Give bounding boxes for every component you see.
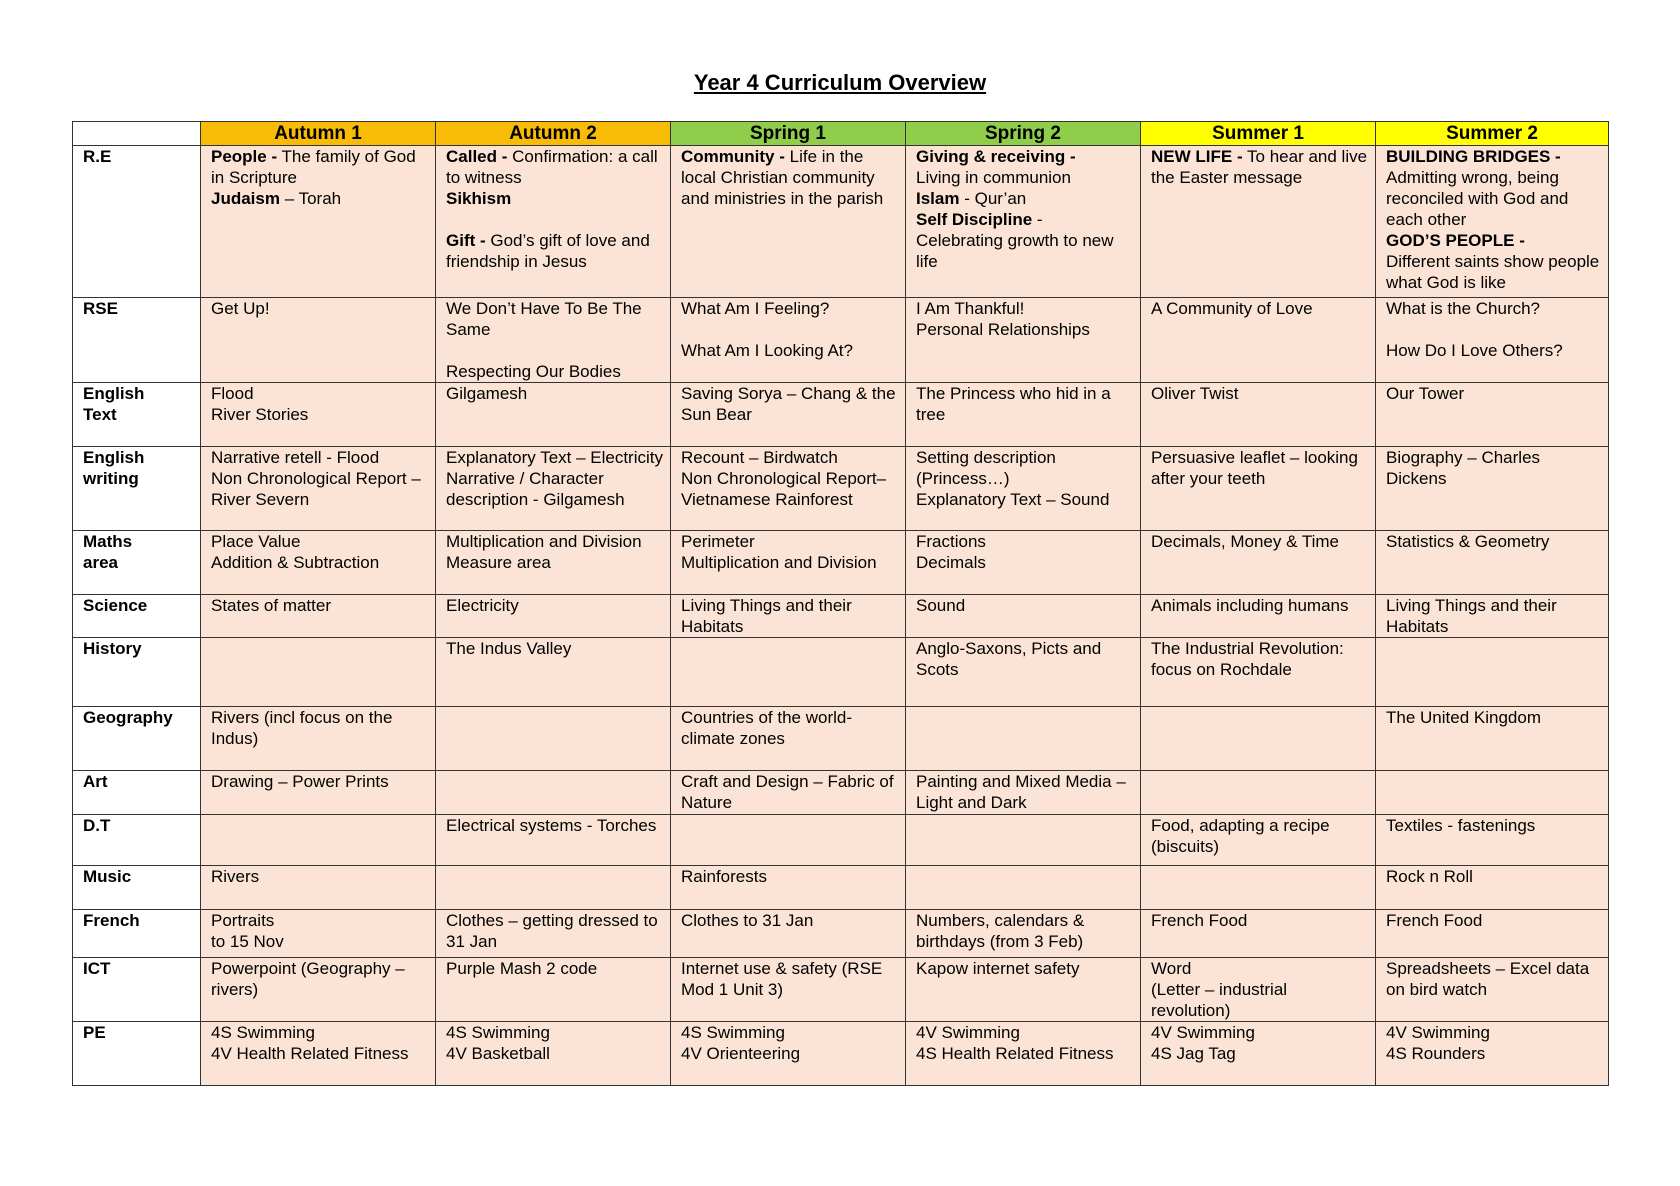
topic-text: Living in communion <box>916 168 1071 187</box>
topic-cell: Biography – Charles Dickens <box>1376 447 1609 531</box>
topic-cell: Rivers <box>201 866 436 910</box>
topic-cell: I Am Thankful! Personal Relationships <box>906 298 1141 383</box>
topic-cell: The Industrial Revolution: focus on Rochdale <box>1141 638 1376 707</box>
table-row-english-text <box>73 383 1609 447</box>
subject-label: ICT <box>73 958 201 1022</box>
topic-cell: Clothes – getting dressed to 31 Jan <box>436 910 671 958</box>
topic-cell: Narrative retell - Flood Non Chronological Report – River Severn <box>201 447 436 531</box>
table-row-ict <box>73 958 1609 1022</box>
topic-cell: Numbers, calendars & birthdays (from 3 Feb) <box>906 910 1141 958</box>
topic-cell: Food, adapting a recipe (biscuits) <box>1141 815 1376 866</box>
subject-label: English writing <box>73 447 201 531</box>
topic-cell <box>1141 866 1376 910</box>
topic-cell: States of matter <box>201 595 436 638</box>
topic-cell: 4V Swimming 4S Health Related Fitness <box>906 1022 1141 1086</box>
table-row-art <box>73 771 1609 815</box>
subject-label: Geography <box>73 707 201 771</box>
topic-cell: Sound <box>906 595 1141 638</box>
topic-cell <box>906 866 1141 910</box>
topic-cell <box>436 771 671 815</box>
topic-heading: Judaism <box>211 189 280 208</box>
topic-cell: Painting and Mixed Media – Light and Dark <box>906 771 1141 815</box>
topic-cell: Perimeter Multiplication and Division <box>671 531 906 595</box>
subject-label: History <box>73 638 201 707</box>
topic-cell <box>1141 146 1376 298</box>
topic-text: Different saints show people what God is like <box>1386 252 1600 292</box>
term-header-spring-1: Spring 1 <box>671 122 906 146</box>
subject-label: Science <box>73 595 201 638</box>
topic-cell: Clothes to 31 Jan <box>671 910 906 958</box>
table-row-re <box>73 146 1609 298</box>
topic-heading: Gift - <box>446 231 486 250</box>
topic-cell: Statistics & Geometry <box>1376 531 1609 595</box>
topic-text: Confirmation: a call to witness <box>446 147 658 187</box>
topic-cell <box>671 638 906 707</box>
topic-cell <box>201 638 436 707</box>
subject-label: PE <box>73 1022 201 1086</box>
topic-heading: Sikhism <box>446 189 512 208</box>
page-title: Year 4 Curriculum Overview <box>693 70 987 95</box>
corner-cell <box>73 122 201 146</box>
topic-cell: Animals including humans <box>1141 595 1376 638</box>
topic-cell <box>906 707 1141 771</box>
topic-cell: Internet use & safety (RSE Mod 1 Unit 3) <box>671 958 906 1022</box>
topic-cell: French Food <box>1376 910 1609 958</box>
topic-text: – Torah <box>279 189 342 208</box>
topic-cell: Flood River Stories <box>201 383 436 447</box>
topic-cell: Get Up! <box>201 298 436 383</box>
subject-label: Maths area <box>73 531 201 595</box>
topic-cell: Persuasive leaflet – looking after your teeth <box>1141 447 1376 531</box>
subject-label: Art <box>73 771 201 815</box>
term-header-spring-2: Spring 2 <box>906 122 1141 146</box>
topic-cell: Gilgamesh <box>436 383 671 447</box>
topic-heading: GOD’S PEOPLE - <box>1386 231 1525 250</box>
topic-heading: Giving & receiving - <box>916 147 1076 166</box>
topic-cell: Living Things and their Habitats <box>671 595 906 638</box>
topic-cell: A Community of Love <box>1141 298 1376 383</box>
topic-cell: Explanatory Text – Electricity Narrative / Character description - Gilgamesh <box>436 447 671 531</box>
topic-cell <box>436 146 671 298</box>
topic-cell: Rainforests <box>671 866 906 910</box>
topic-cell: Drawing – Power Prints <box>201 771 436 815</box>
topic-cell <box>201 146 436 298</box>
topic-cell <box>906 146 1141 298</box>
topic-cell <box>671 146 906 298</box>
subject-label: R.E <box>73 146 201 298</box>
subject-label: French <box>73 910 201 958</box>
term-header-row <box>73 122 1609 146</box>
topic-cell: Multiplication and Division Measure area <box>436 531 671 595</box>
subject-label: RSE <box>73 298 201 383</box>
topic-heading: Called - <box>446 147 508 166</box>
topic-cell: Setting description (Princess…) Explanatory Text – Sound <box>906 447 1141 531</box>
topic-cell: Anglo-Saxons, Picts and Scots <box>906 638 1141 707</box>
topic-cell: Spreadsheets – Excel data on bird watch <box>1376 958 1609 1022</box>
topic-cell: Textiles - fastenings <box>1376 815 1609 866</box>
topic-cell: Portraits to 15 Nov <box>201 910 436 958</box>
topic-cell <box>1376 146 1609 298</box>
topic-cell: 4V Swimming 4S Rounders <box>1376 1022 1609 1086</box>
topic-text: - Celebrating growth to new life <box>916 210 1114 271</box>
term-header-summer-1: Summer 1 <box>1141 122 1376 146</box>
topic-cell: 4S Swimming 4V Orienteering <box>671 1022 906 1086</box>
topic-cell: Saving Sorya – Chang & the Sun Bear <box>671 383 906 447</box>
topic-cell: Rivers (incl focus on the Indus) <box>201 707 436 771</box>
topic-cell <box>436 866 671 910</box>
topic-text: The family of God in Scripture <box>211 147 416 187</box>
table-row-music <box>73 866 1609 910</box>
topic-cell: Living Things and their Habitats <box>1376 595 1609 638</box>
term-header-autumn-1: Autumn 1 <box>201 122 436 146</box>
table-row-dt <box>73 815 1609 866</box>
topic-cell: The Indus Valley <box>436 638 671 707</box>
topic-cell <box>1141 707 1376 771</box>
topic-cell <box>906 815 1141 866</box>
subject-label: D.T <box>73 815 201 866</box>
topic-cell <box>1376 771 1609 815</box>
topic-text: - Qur’an <box>964 189 1027 208</box>
topic-cell: What Am I Feeling? What Am I Looking At? <box>671 298 906 383</box>
topic-cell: Purple Mash 2 code <box>436 958 671 1022</box>
topic-heading: Community - <box>681 147 785 166</box>
table-row-geography <box>73 707 1609 771</box>
table-row-rse <box>73 298 1609 383</box>
curriculum-table <box>72 121 1609 1086</box>
topic-cell: Kapow internet safety <box>906 958 1141 1022</box>
topic-heading: Islam <box>916 189 960 208</box>
topic-cell: French Food <box>1141 910 1376 958</box>
topic-cell <box>1376 638 1609 707</box>
topic-heading: BUILDING BRIDGES - <box>1386 147 1561 166</box>
topic-text: To hear and live the Easter message <box>1151 147 1368 187</box>
topic-cell: 4V Swimming 4S Jag Tag <box>1141 1022 1376 1086</box>
topic-text: Life in the local Christian community and ministries in the parish <box>681 147 884 208</box>
topic-cell: Fractions Decimals <box>906 531 1141 595</box>
topic-text: God’s gift of love and friendship in Jesus <box>446 231 650 271</box>
table-row-science <box>73 595 1609 638</box>
topic-heading: People - <box>211 147 278 166</box>
topic-cell: 4S Swimming 4V Basketball <box>436 1022 671 1086</box>
topic-cell: Place Value Addition & Subtraction <box>201 531 436 595</box>
topic-cell: Oliver Twist <box>1141 383 1376 447</box>
topic-cell: Word (Letter – industrial revolution) <box>1141 958 1376 1022</box>
topic-cell <box>671 815 906 866</box>
topic-cell: Countries of the world- climate zones <box>671 707 906 771</box>
table-row-maths-area <box>73 531 1609 595</box>
table-row-history <box>73 638 1609 707</box>
topic-cell <box>436 707 671 771</box>
subject-label: English Text <box>73 383 201 447</box>
topic-heading: NEW LIFE - <box>1151 147 1243 166</box>
table-row-french <box>73 910 1609 958</box>
term-header-autumn-2: Autumn 2 <box>436 122 671 146</box>
topic-cell: The United Kingdom <box>1376 707 1609 771</box>
topic-cell: We Don’t Have To Be The Same Respecting Our Bodies <box>436 298 671 383</box>
topic-cell: Craft and Design – Fabric of Nature <box>671 771 906 815</box>
topic-cell: Powerpoint (Geography – rivers) <box>201 958 436 1022</box>
term-header-summer-2: Summer 2 <box>1376 122 1609 146</box>
subject-label: Music <box>73 866 201 910</box>
topic-cell: Our Tower <box>1376 383 1609 447</box>
topic-cell: Electricity <box>436 595 671 638</box>
topic-text: Admitting wrong, being reconciled with God and each other <box>1386 168 1569 229</box>
topic-cell: 4S Swimming 4V Health Related Fitness <box>201 1022 436 1086</box>
topic-cell: The Princess who hid in a tree <box>906 383 1141 447</box>
topic-cell <box>1141 771 1376 815</box>
table-row-english-writing <box>73 447 1609 531</box>
topic-cell: Electrical systems - Torches <box>436 815 671 866</box>
topic-cell: Recount – Birdwatch Non Chronological Report– Vietnamese Rainforest <box>671 447 906 531</box>
table-row-pe <box>73 1022 1609 1086</box>
topic-cell: What is the Church? How Do I Love Others? <box>1376 298 1609 383</box>
topic-cell: Decimals, Money & Time <box>1141 531 1376 595</box>
topic-heading: Self Discipline <box>916 210 1033 229</box>
topic-cell: Rock n Roll <box>1376 866 1609 910</box>
topic-cell <box>201 815 436 866</box>
